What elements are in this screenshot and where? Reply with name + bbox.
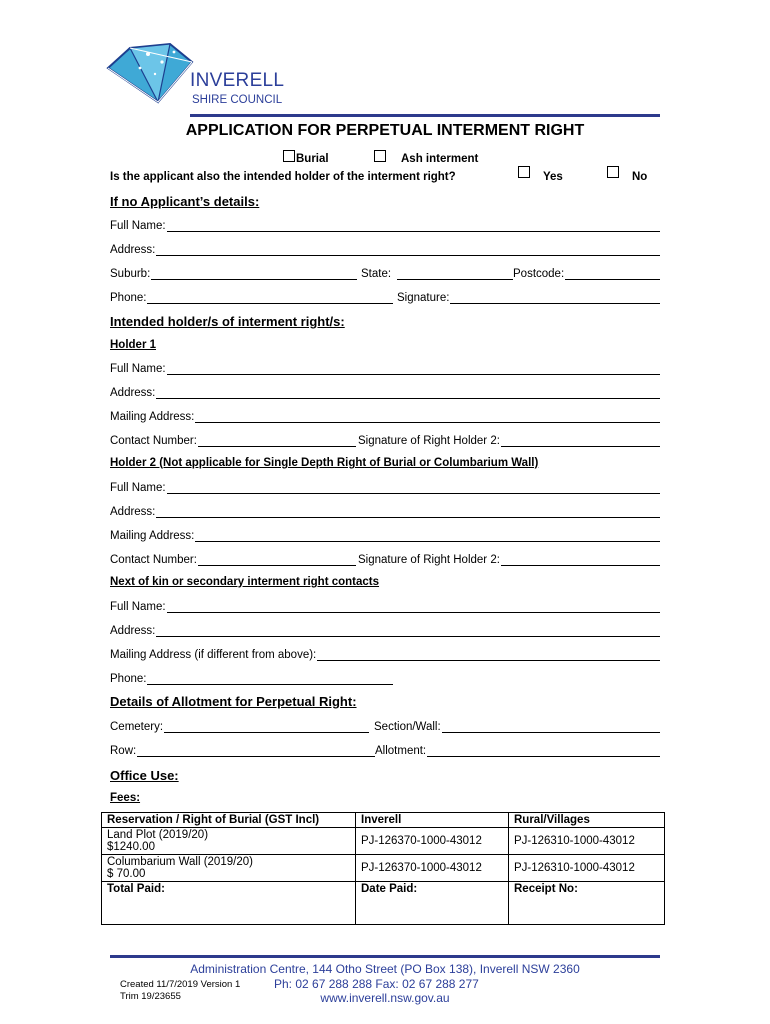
kin-phone-field[interactable] xyxy=(110,671,393,685)
allotment-field[interactable] xyxy=(375,743,660,757)
table-row xyxy=(102,855,665,882)
holder1-heading: Holder 1 xyxy=(110,339,157,351)
table-header-row xyxy=(102,813,665,828)
field-label: Full Name: xyxy=(110,363,166,375)
org-name: INVERELL xyxy=(190,70,285,91)
footer-website[interactable]: www.inverell.nsw.gov.au xyxy=(320,991,450,1005)
kin-address-field[interactable] xyxy=(110,623,660,637)
holder2-heading: Holder 2 (Not applicable for Single Depth Right of Burial or Columbarium Wall) xyxy=(110,457,539,469)
ash-interment-checkbox[interactable] xyxy=(374,150,386,162)
field-label: Address: xyxy=(110,625,156,637)
trim-note: Trim 19/23655 xyxy=(120,991,181,1002)
field-label: Signature: xyxy=(397,292,450,304)
field-label: Mailing Address: xyxy=(110,411,195,423)
rural-code-cell: PJ-126310-1000-43012 xyxy=(509,828,665,855)
footer-address: Administration Centre, 144 Otho Street (PO Box 138), Inverell NSW 2360 xyxy=(190,962,580,976)
org-subtitle: SHIRE COUNCIL xyxy=(192,94,283,106)
field-label: Phone: xyxy=(110,292,147,304)
field-label: Mailing Address: xyxy=(110,530,195,542)
applicant-state-field[interactable] xyxy=(361,266,513,280)
holder1-address-field[interactable] xyxy=(110,385,660,399)
holders-heading: Intended holder/s of interment right/s: xyxy=(110,314,345,329)
yes-label: Yes xyxy=(543,171,563,183)
header-cell: Rural/Villages xyxy=(509,813,665,828)
table-row xyxy=(102,828,665,855)
holder2-signature-field[interactable] xyxy=(358,552,660,566)
ash-interment-label: Ash interment xyxy=(401,153,479,165)
receipt-no-cell[interactable]: Receipt No: xyxy=(509,882,665,925)
field-label: Signature of Right Holder 2: xyxy=(358,435,500,447)
field-label: Contact Number: xyxy=(110,435,197,447)
field-label: Address: xyxy=(110,387,156,399)
total-paid-cell[interactable]: Total Paid: xyxy=(102,882,356,925)
council-logo xyxy=(100,40,200,110)
field-label: Address: xyxy=(110,244,156,256)
inverell-code-cell: PJ-126370-1000-43012 xyxy=(356,855,509,882)
no-label: No xyxy=(632,171,648,183)
header-cell: Inverell xyxy=(356,813,509,828)
date-paid-cell[interactable]: Date Paid: xyxy=(356,882,509,925)
field-label: Contact Number: xyxy=(110,554,197,566)
field-label: State: xyxy=(361,268,392,280)
no-checkbox[interactable] xyxy=(607,166,619,178)
inverell-code-cell: PJ-126370-1000-43012 xyxy=(356,828,509,855)
applicant-signature-field[interactable] xyxy=(397,290,660,304)
field-label: Cemetery: xyxy=(110,721,164,733)
field-label: Address: xyxy=(110,506,156,518)
fee-item-price: $ 70.00 xyxy=(107,868,146,880)
allotment-heading: Details of Allotment for Perpetual Right: xyxy=(110,694,357,709)
table-row xyxy=(102,882,665,925)
holder1-contact-field[interactable] xyxy=(110,433,356,447)
field-label: Allotment: xyxy=(375,745,427,757)
next-of-kin-heading: Next of kin or secondary interment right contacts xyxy=(110,576,380,588)
cemetery-field[interactable] xyxy=(110,719,369,733)
holder1-mailing-address-field[interactable] xyxy=(110,409,660,423)
fees-table xyxy=(101,812,665,925)
footer-rule xyxy=(110,955,660,958)
header-rule xyxy=(190,114,660,117)
fee-item-cell xyxy=(102,828,356,855)
holder2-address-field[interactable] xyxy=(110,504,660,518)
field-label: Row: xyxy=(110,745,137,757)
applicant-phone-field[interactable] xyxy=(110,290,393,304)
applicant-full-name-field[interactable] xyxy=(110,218,660,232)
fee-item-price: $1240.00 xyxy=(107,841,155,853)
field-label: Signature of Right Holder 2: xyxy=(358,554,500,566)
header-cell: Reservation / Right of Burial (GST Incl) xyxy=(102,813,356,828)
field-label: Mailing Address (if different from above): xyxy=(110,649,317,661)
holder2-contact-field[interactable] xyxy=(110,552,356,566)
form-title: APPLICATION FOR PERPETUAL INTERMENT RIGHT xyxy=(185,122,585,139)
office-use-heading: Office Use: xyxy=(110,768,179,783)
applicant-heading: If no Applicant’s details: xyxy=(110,194,260,209)
burial-label: Burial xyxy=(296,153,329,165)
footer-phone-fax: Ph: 02 67 288 288 Fax: 02 67 288 277 xyxy=(274,977,479,991)
field-label: Full Name: xyxy=(110,482,166,494)
holder1-full-name-field[interactable] xyxy=(110,361,660,375)
applicant-suburb-field[interactable] xyxy=(110,266,357,280)
fee-item-cell xyxy=(102,855,356,882)
kin-full-name-field[interactable] xyxy=(110,599,660,613)
field-label: Suburb: xyxy=(110,268,151,280)
holder-question: Is the applicant also the intended holder of the interment right? xyxy=(110,171,456,183)
row-field[interactable] xyxy=(110,743,375,757)
field-label: Full Name: xyxy=(110,220,166,232)
fees-heading: Fees: xyxy=(110,792,141,804)
holder2-full-name-field[interactable] xyxy=(110,480,660,494)
field-label: Postcode: xyxy=(513,268,565,280)
section-wall-field[interactable] xyxy=(374,719,660,733)
created-note: Created 11/7/2019 Version 1 xyxy=(120,979,241,990)
kin-mailing-address-field[interactable] xyxy=(110,647,660,661)
fee-item-name: Land Plot (2019/20) xyxy=(107,829,209,841)
applicant-postcode-field[interactable] xyxy=(513,266,660,280)
yes-checkbox[interactable] xyxy=(518,166,530,178)
burial-checkbox[interactable] xyxy=(283,150,295,162)
fee-item-name: Columbarium Wall (2019/20) xyxy=(107,856,253,868)
field-label: Section/Wall: xyxy=(374,721,441,733)
holder1-signature-field[interactable] xyxy=(358,433,660,447)
applicant-address-field[interactable] xyxy=(110,242,660,256)
field-label: Full Name: xyxy=(110,601,166,613)
holder2-mailing-address-field[interactable] xyxy=(110,528,660,542)
rural-code-cell: PJ-126310-1000-43012 xyxy=(509,855,665,882)
field-label: Phone: xyxy=(110,673,147,685)
